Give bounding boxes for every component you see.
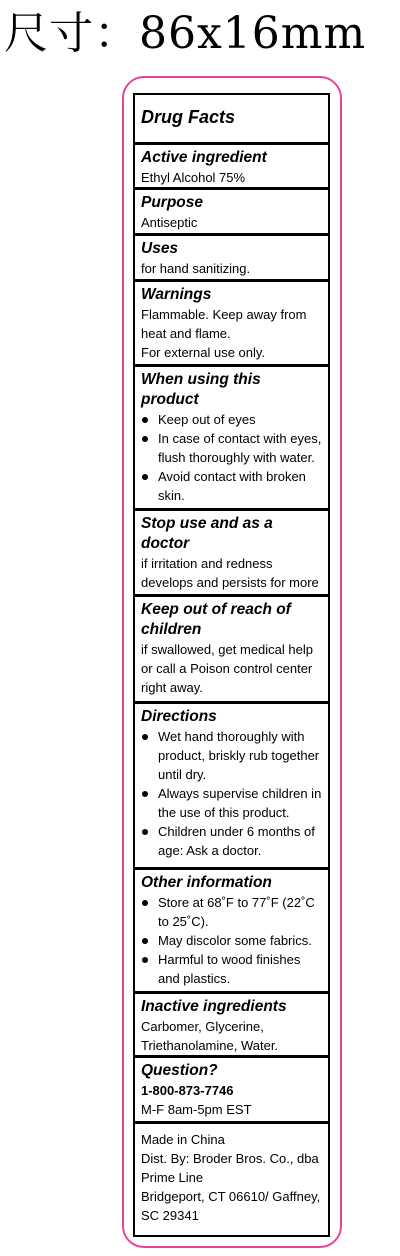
bullet-icon — [142, 417, 148, 423]
uses-text: for hand sanitizing. — [141, 261, 251, 276]
stop-use-section — [135, 508, 328, 594]
directions-heading: Directions — [141, 708, 217, 725]
purpose-heading: Purpose — [141, 194, 204, 211]
keep-out-text: if swallowed, get medical help or call a Poison control center right away. — [141, 642, 313, 695]
bullet-icon — [142, 900, 148, 906]
list-item: Store at 68˚F to 77˚F (22˚C to 25˚C). — [141, 893, 322, 931]
directions-list — [141, 727, 322, 860]
warnings-section — [135, 279, 328, 364]
question-hours: M-F 8am-5pm EST — [141, 1102, 252, 1117]
question-section — [135, 1055, 328, 1121]
warnings-external-text: For external use only. — [141, 345, 266, 360]
distributor-address-text: Bridgeport, CT 06610/ Gaffney, SC 29341 — [141, 1189, 321, 1223]
purpose-section — [135, 187, 328, 233]
made-in-text: Made in China — [141, 1132, 225, 1147]
when-using-heading: When using this product — [141, 371, 261, 408]
when-using-section — [135, 364, 328, 508]
bullet-icon — [142, 474, 148, 480]
inactive-ingredients-section — [135, 991, 328, 1055]
list-item: In case of contact with eyes, flush thoroughly with water. — [141, 429, 322, 467]
stop-use-text: if irritation and redness develops and persists for more — [141, 556, 319, 590]
distributor-name-text: Dist. By: Broder Bros. Co., dba Prime Line — [141, 1151, 319, 1185]
stop-use-heading: Stop use and as a doctor — [141, 515, 273, 552]
active-ingredient-heading: Active ingredient — [141, 149, 267, 166]
list-item: Children under 6 months of age: Ask a doctor. — [141, 822, 322, 860]
list-item: Keep out of eyes — [141, 410, 322, 429]
bullet-icon — [142, 734, 148, 740]
drug-facts-title-section — [135, 95, 328, 142]
question-phone: 1-800-873-7746 — [141, 1083, 234, 1098]
list-item: Wet hand thoroughly with product, briskly rub together until dry. — [141, 727, 322, 784]
purpose-text: Antiseptic — [141, 215, 198, 230]
bullet-icon — [142, 957, 148, 963]
inactive-ingredients-heading: Inactive ingredients — [141, 998, 287, 1015]
other-information-section — [135, 867, 328, 991]
bullet-icon — [142, 829, 148, 835]
uses-heading: Uses — [141, 240, 179, 257]
warnings-text: Flammable. Keep away from heat and flame. — [141, 307, 307, 341]
list-item: May discolor some fabrics. — [141, 931, 322, 950]
uses-section — [135, 233, 328, 279]
directions-section — [135, 701, 328, 867]
keep-out-section — [135, 594, 328, 701]
keep-out-heading: Keep out of reach of children — [141, 601, 291, 638]
list-item — [141, 505, 322, 508]
list-item: Always supervise children in the use of this product. — [141, 784, 322, 822]
label-size-heading: 尺寸：86x16mm — [4, 8, 367, 59]
bullet-icon — [142, 791, 148, 797]
question-heading: Question? — [141, 1062, 218, 1079]
drug-facts-panel — [133, 93, 330, 1237]
bullet-icon — [142, 938, 148, 944]
inactive-ingredients-text: Carbomer, Glycerine, Triethanolamine, Water. — [141, 1019, 279, 1053]
other-information-heading: Other information — [141, 874, 272, 891]
other-information-list — [141, 893, 322, 988]
list-item: Harmful to wood finishes and plastics. — [141, 950, 322, 988]
when-using-list — [141, 410, 322, 508]
distributor-section — [135, 1121, 328, 1235]
active-ingredient-section — [135, 142, 328, 187]
list-item: Avoid contact with broken skin. — [141, 467, 322, 505]
drug-facts-title: Drug Facts — [141, 107, 236, 127]
active-ingredient-text: Ethyl Alcohol 75% — [141, 170, 246, 185]
warnings-heading: Warnings — [141, 286, 212, 303]
bullet-icon — [142, 436, 148, 442]
